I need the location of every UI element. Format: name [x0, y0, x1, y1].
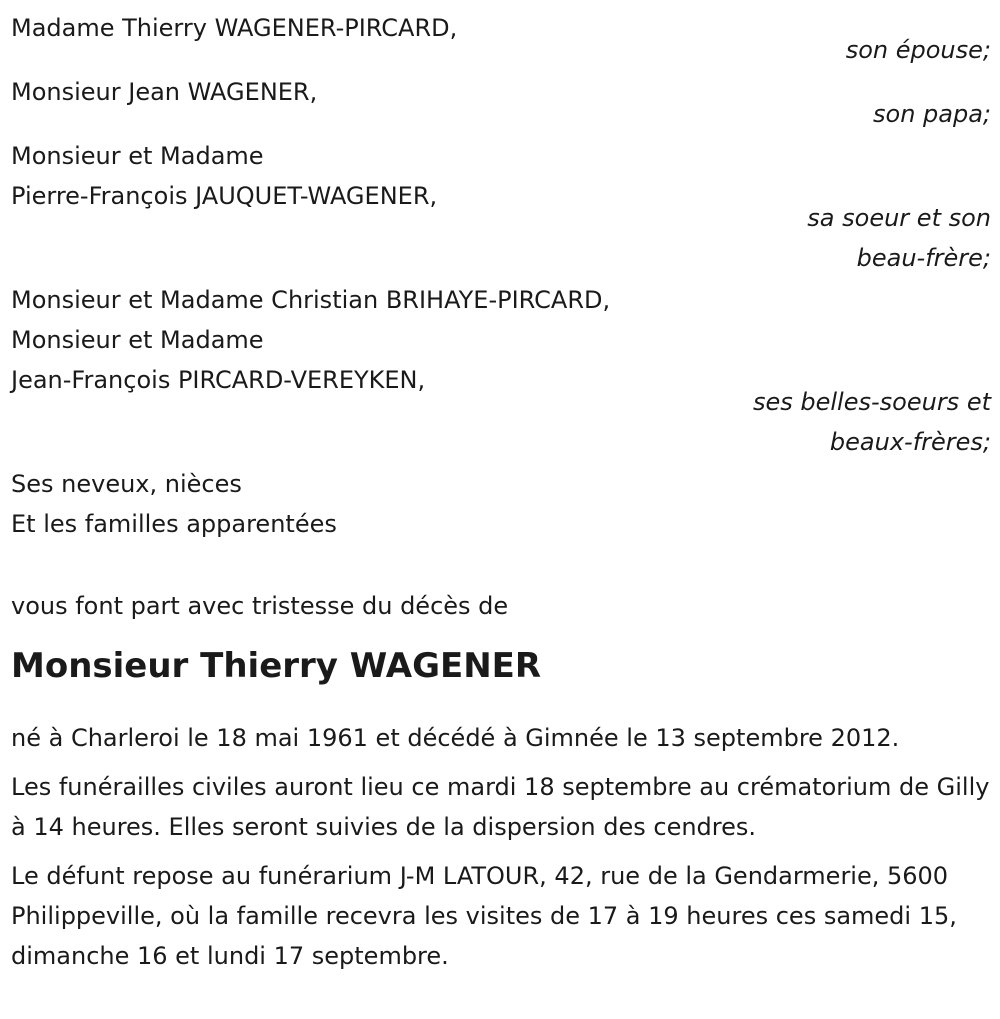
relation-label: ses belles-soeurs et — [752, 388, 991, 416]
obituary-notice — [11, 8, 991, 985]
relation-label: sa soeur et son — [807, 204, 991, 232]
funeral-paragraph: Les funérailles civiles auront lieu ce mardi 18 septembre au crématorium de Gilly à 14 heures. Elles seront suivies de la dispersion des cendres. — [11, 773, 990, 841]
spacer — [11, 546, 991, 586]
family-member-name: Monsieur et Madame — [11, 142, 264, 170]
relation-label: son papa; — [873, 100, 991, 128]
relation-label: son épouse; — [845, 36, 991, 64]
family-entry-spouse — [11, 8, 991, 70]
other-relatives-line: Ses neveux, nièces — [11, 470, 242, 498]
other-relatives — [11, 464, 991, 544]
relation-label: beau-frère; — [856, 244, 991, 272]
family-member-name: Jean-François PIRCARD-VEREYKEN, — [11, 366, 426, 394]
announcement-text: vous font part avec tristesse du décès de — [11, 592, 509, 620]
family-member-name: Pierre-François JAUQUET-WAGENER, — [11, 182, 438, 210]
other-relatives-line: Et les familles apparentées — [11, 510, 337, 538]
family-entry-sister — [11, 136, 991, 278]
visitation-paragraph: Le défunt repose au funérarium J-M LATOUR, 42, rue de la Gendarmerie, 5600 Philippeville, où la famille recevra les visites de 17 à 19 heures ces samedi 15, dimanche 16 et lundi 17 septembre. — [11, 862, 957, 970]
deceased-name: Monsieur Thierry WAGENER — [11, 646, 542, 686]
family-entry-father — [11, 72, 991, 134]
family-entry-in-laws — [11, 280, 991, 462]
birth-death-paragraph: né à Charleroi le 18 mai 1961 et décédé à Gimnée le 13 septembre 2012. — [11, 724, 900, 752]
family-member-name: Monsieur et Madame Christian BRIHAYE-PIRCARD, — [11, 286, 611, 314]
relation-label: beaux-frères; — [829, 428, 991, 456]
family-member-name: Monsieur Jean WAGENER, — [11, 78, 318, 106]
family-member-name: Monsieur et Madame — [11, 326, 264, 354]
family-member-name: Madame Thierry WAGENER-PIRCARD, — [11, 14, 458, 42]
